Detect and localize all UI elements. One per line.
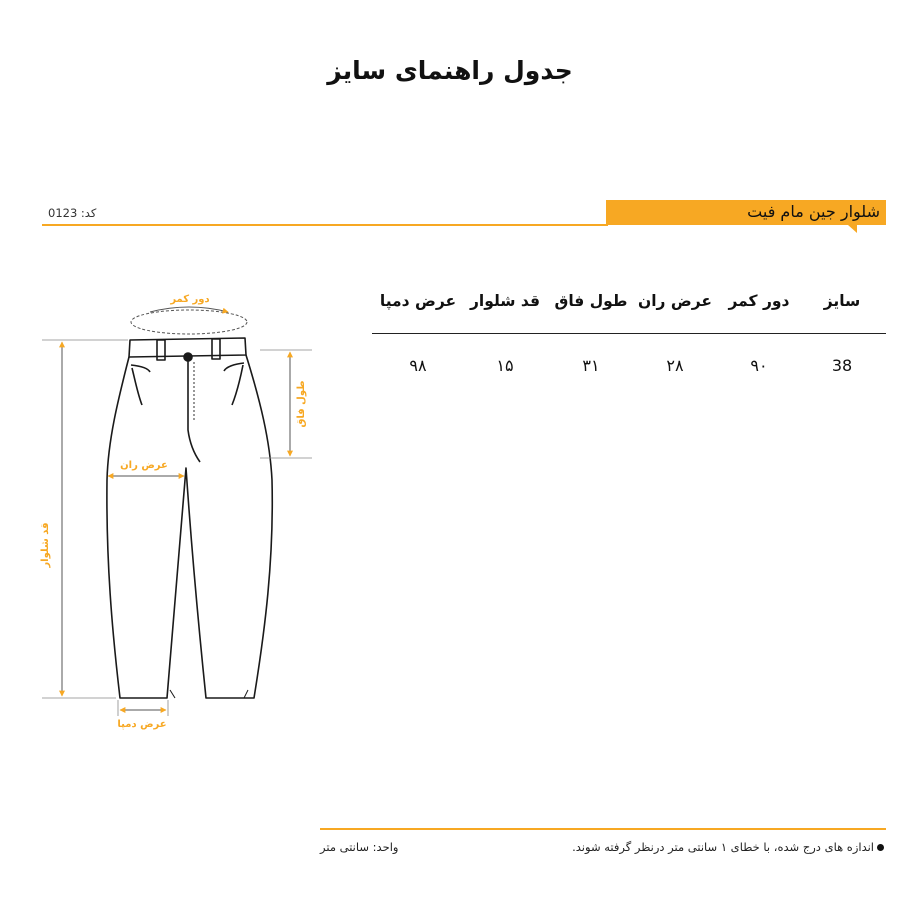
- rise-label: طول فاق: [296, 380, 307, 428]
- table-cell-size: 38: [831, 356, 853, 375]
- table-cell-length: ۱۵: [496, 356, 514, 375]
- hem-label: عرض دمپا: [117, 719, 167, 730]
- thigh-measure: [108, 460, 184, 476]
- jeans-diagram: [0, 280, 360, 740]
- header-size: سایز: [823, 292, 861, 310]
- footer-rule: [320, 828, 886, 830]
- jeans-outline: [107, 338, 272, 698]
- product-name: شلوار جین مام فیت: [747, 202, 880, 221]
- length-label: قد شلوار: [40, 522, 51, 568]
- header-hem: عرض دمپا: [379, 292, 457, 310]
- thigh-label: عرض ران: [120, 460, 168, 471]
- page-title: جدول راهنمای سایز: [327, 56, 573, 85]
- unit-label: واحد: سانتی متر: [320, 840, 399, 854]
- table-cell-thigh: ۲۸: [666, 356, 684, 375]
- hem-measure: [117, 700, 168, 730]
- table-header-rule: [372, 333, 886, 334]
- table-cell-rise: ۳۱: [582, 356, 600, 375]
- product-code: کد: 0123: [48, 206, 97, 220]
- header-rise: طول فاق: [554, 292, 628, 310]
- product-band-tail: [848, 225, 857, 233]
- waist-label: دور کمر: [170, 294, 210, 305]
- table-cell-hem: ۹۸: [409, 356, 427, 375]
- measurement-note: اندازه های درج شده، با خطای ۱ سانتی متر درنظر گرفته شوند.: [572, 840, 874, 854]
- header-rule: [42, 224, 608, 226]
- waist-measure: [131, 294, 247, 334]
- table-cell-waist: ۹۰: [750, 356, 768, 375]
- header-waist: دور کمر: [728, 292, 790, 310]
- note-bullet: [877, 844, 884, 851]
- header-length: قد شلوار: [469, 292, 541, 310]
- header-thigh: عرض ران: [638, 292, 712, 310]
